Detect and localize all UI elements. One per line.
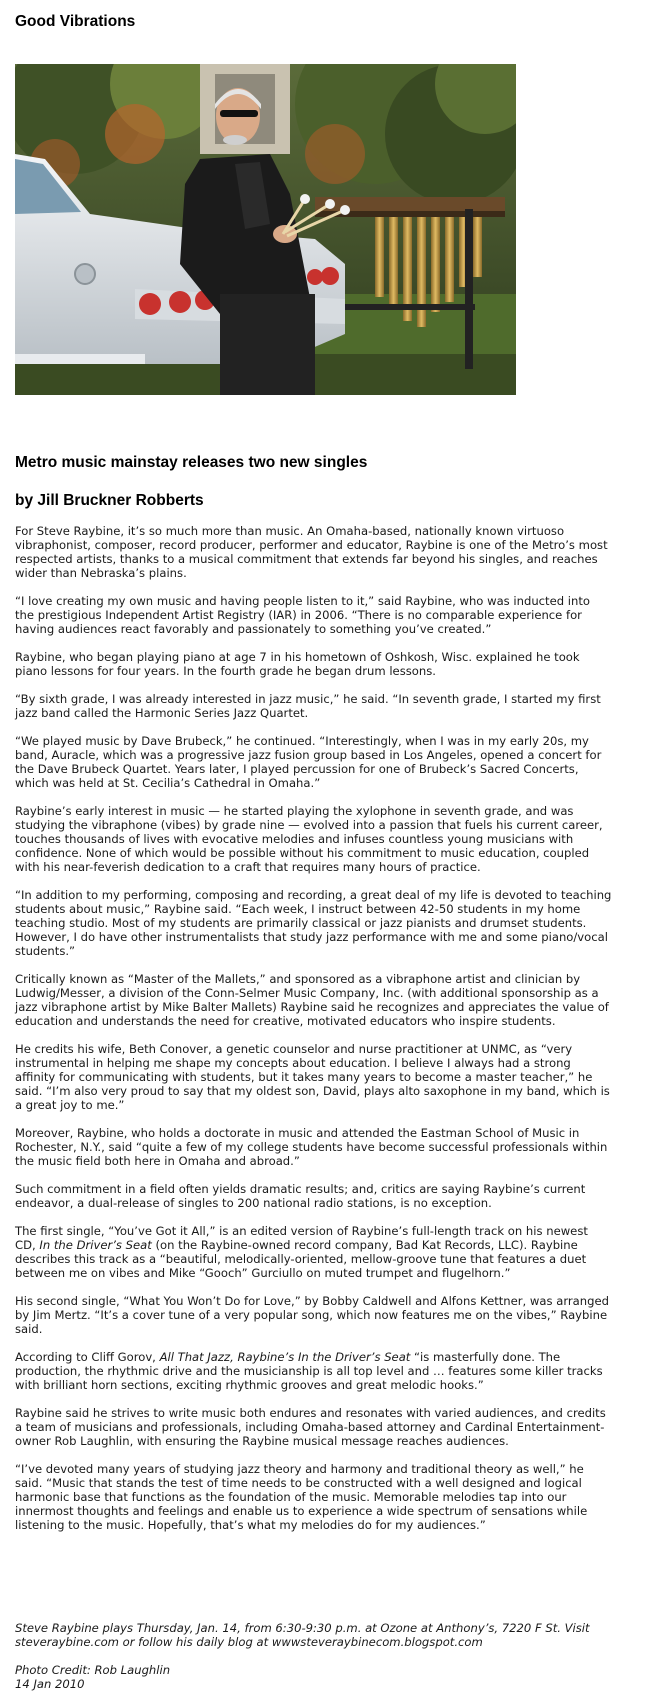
page-title: Good Vibrations (15, 13, 136, 30)
paragraph: Raybine said he strives to write music both endures and resonates with varied audiences, and credits a team of musicians and professionals, including Omaha-based attorney and Cardinal Entertainment-owner Rob Laughlin, with ensuring the Raybine musical message reaches audiences. (15, 1406, 606, 1448)
publication-title: All That Jazz, Raybine’s In the Driver’s Seat (159, 1350, 411, 1364)
text-run: According to Cliff Gorov, (15, 1350, 160, 1364)
text-run: The first single, “You’ve Got it All,” is an edited version of Raybine’s full-length track on his newest CD, (15, 1224, 588, 1252)
album-title: In the Driver’s Seat (39, 1238, 152, 1252)
article-byline: by Jill Bruckner Robberts (15, 492, 204, 509)
article-body (15, 524, 612, 1546)
paragraph-single-one (15, 1224, 612, 1280)
paragraph: “I love creating my own music and having people listen to it,” said Raybine, who was inducted into the prestigious Independent Artist Registry (IAR) in 2006. “There is no comparable experience for having audiences react favorably and passionately to something you’ve created.” (15, 594, 590, 636)
text-run: (on the Raybine-owned record company, Bad Kat Records, LLC). Raybine describes this track as a “beautiful, melodically-oriented, mellow-groove tune that features a duet between me on vibes and Mike “Gooch” Gurciullo on muted trumpet and flugelhorn.” (15, 1238, 587, 1280)
paragraph: Critically known as “Master of the Mallets,” and sponsored as a vibraphone artist and clinician by Ludwig/Messer, a division of the Conn-Selmer Music Company, Inc. (with additional sponsorship as a jazz vibraphone artist by Mike Balter Mallets) Raybine said he recognizes and appreciates the value of education and understands the need for creative, motivated educators who inspire students. (15, 972, 609, 1028)
paragraph: “In addition to my performing, composing and recording, a great deal of my life is devoted to teaching students about music,” Raybine said. “Each week, I instruct between 42-50 students in my home teaching studio. Most of my students are primarily classical or jazz pianists and drumset students. However, I do have other instrumentalists that study jazz performance with me and some piano/vocal students.” (15, 888, 612, 958)
photo-credit: Photo Credit: Rob Laughlin (15, 1663, 171, 1677)
paragraph: Raybine, who began playing piano at age 7 in his hometown of Oshkosh, Wisc. explained he took piano lessons for four years. In the fourth grade he began drum lessons. (15, 650, 580, 678)
article-footer (15, 1621, 612, 1691)
paragraph-review (15, 1350, 612, 1392)
event-notice: Steve Raybine plays Thursday, Jan. 14, from 6:30-9:30 p.m. at Ozone at Anthony’s, 7220 F St. Visit steveraybine.com or follow his daily blog at wwwsteveraybinecom.blogspot.com (15, 1621, 590, 1649)
publish-date: 14 Jan 2010 (15, 1677, 85, 1691)
paragraph: Moreover, Raybine, who holds a doctorate in music and attended the Eastman School of Music in Rochester, N.Y., said “quite a few of my college students have become successful professionals within the music field both here in Omaha and abroad.” (15, 1126, 608, 1168)
article-headline: Metro music mainstay releases two new singles (15, 454, 368, 471)
paragraph: Raybine’s early interest in music — he started playing the xylophone in seventh grade, and was studying the vibraphone (vibes) by grade nine — evolved into a passion that fuels his current career, touches thousands of lives with evocative melodies and infuses countless young musicians with confidence. None of which would be possible without his commitment to music education, coupled with his near-feverish dedication to a craft that requires many hours of practice. (15, 804, 603, 874)
paragraph: “We played music by Dave Brubeck,” he continued. “Interestingly, when I was in my early 20s, my band, Auracle, which was a progressive jazz fusion group based in Los Angeles, opened a concert for the Dave Brubeck Quartet. Years later, I played percussion for one of Brubeck’s Sacred Concerts, which was held at St. Cecilia’s Cathedral in Omaha.” (15, 734, 602, 790)
paragraph: Such commitment in a field often yields dramatic results; and, critics are saying Raybine’s current endeavor, a dual-release of singles to 200 national radio stations, is no exception. (15, 1182, 586, 1210)
paragraph: His second single, “What You Won’t Do for Love,” by Bobby Caldwell and Alfons Kettner, was arranged by Jim Mertz. “It’s a cover tune of a very popular song, which now features me on the vibes,” Raybine said. (15, 1294, 609, 1336)
paragraph: “By sixth grade, I was already interested in jazz music,” he said. “In seventh grade, I started my first jazz band called the Harmonic Series Jazz Quartet. (15, 692, 601, 720)
paragraph: For Steve Raybine, it’s so much more than music. An Omaha-based, nationally known virtuoso vibraphonist, composer, record producer, performer and educator, Raybine is one of the Metro’s most respected artists, thanks to a musical commitment that extends far beyond his singles, and reaches wider than Nebraska’s plains. (15, 524, 608, 580)
article-photo (15, 64, 516, 395)
paragraph: “I’ve devoted many years of studying jazz theory and harmony and traditional theory as well,” he said. “Music that stands the test of time needs to be constructed with a well designed and logical harmonic base that functions as the foundation of the music. Memorable melodies tap into our innermost thoughts and feelings and enable us to experience a wide spectrum of sensations while listening to the music. Hopefully, that’s what my melodies do for my audiences.” (15, 1462, 588, 1532)
paragraph: He credits his wife, Beth Conover, a genetic counselor and nurse practitioner at UNMC, as “very instrumental in helping me shape my concepts about education. I believe I always had a strong affinity for communicating with students, but it takes many years to become a master teacher,” he said. “I’m also very proud to say that my oldest son, David, plays alto saxophone in my band, which is a great joy to me.” (15, 1042, 610, 1112)
text-run: “is masterfully done. The production, the rhythmic drive and the musicianship is all top level and … features some killer tracks with brilliant horn sections, exciting rhythmic grooves and great melodic hooks.” (15, 1350, 603, 1392)
